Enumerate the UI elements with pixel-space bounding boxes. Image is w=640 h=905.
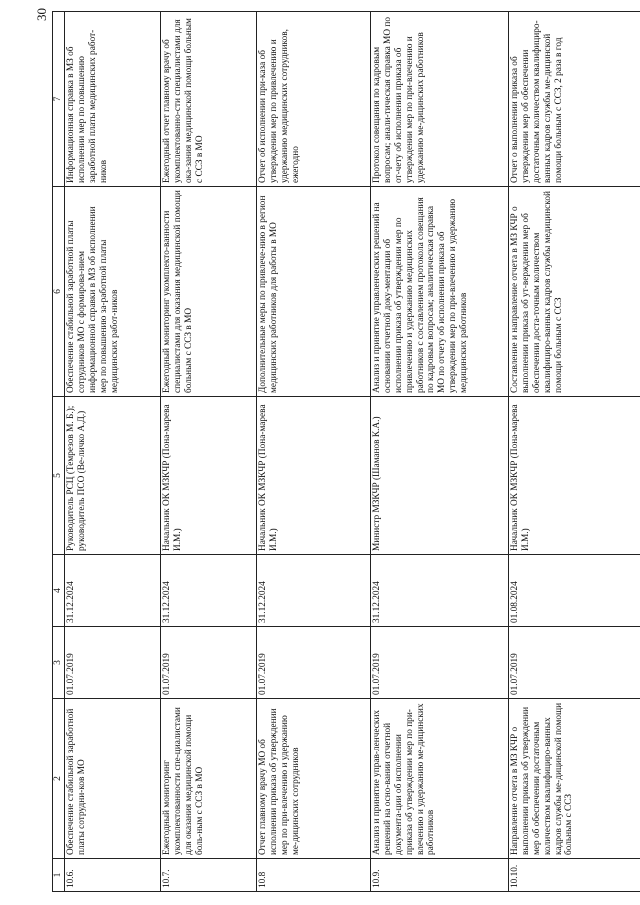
start-date: 01.07.2019 [257,627,371,699]
table-row [65,12,161,892]
description: Составление и направление отчета в МЗ КЧР о выполнении приказа об ут-верждении мер об обеспечении доста-точным количеством квалифициро-ванных кадров службы медицинской помощи больным с ССЗ [509,187,640,397]
row-number: 10.9. [371,859,509,892]
header-row [53,12,65,892]
responsible: Начальник ОК МЗКЧР (Пона-марева И.М.) [257,397,371,555]
measure-name: Отчет главному врачу МО об исполнении приказа об утверждении мер по при-влечению и удержанию ме-дицинских сотрудников [257,699,371,859]
start-date: 01.07.2019 [65,627,161,699]
end-date: 01.08.2024 [509,555,640,627]
table-row [161,12,257,892]
header-col-6: 6 [53,187,65,397]
start-date: 01.07.2019 [509,627,640,699]
result: Информационная справка в МЗ об исполнении мер по повышению заработной платы медицинских работ-ников [65,12,161,187]
table-row [371,12,509,892]
result: Протокол совещания по кадровым вопросам; анали-тическая справка МО по от-чету об исполнении приказа об утверждении мер по при-влечению и удержанию ме-дицинских работников [371,12,509,187]
header-col-1: 1 [53,859,65,892]
header-col-5: 5 [53,397,65,555]
row-number: 10.6. [65,859,161,892]
table-row [509,12,640,892]
row-number: 10.10. [509,859,640,892]
end-date: 31.12.2024 [371,555,509,627]
measure-name: Направление отчета в МЗ КЧР о выполнении приказа об утверждении мер об обеспечении достаточным количеством квалифициро-ванных кадров службы ме-дицинской помощи больным с ССЗ [509,699,640,859]
end-date: 31.12.2024 [161,555,257,627]
responsible: Начальник ОК МЗКЧР (Пона-марева И.М.) [509,397,640,555]
start-date: 01.07.2019 [371,627,509,699]
header-col-3: 3 [53,627,65,699]
description: Обеспечение стабильной заработной платы сотрудников МО с формирова-нием информационной справки в МЗ об исполнении мер по повышению за-работной платы медицинских работ-ников [65,187,161,397]
description: Дополнительные меры по привлече-нию в регион медицинских работников для работы в МО [257,187,371,397]
measure-name: Анализ и принятие управ-ленческих решений на осно-вании отчетной документа-ции об исполнении приказа об утверждении мер по при-влечению и удержанию ме-дицинских работников [371,699,509,859]
header-col-2: 2 [53,699,65,859]
row-number: 10.7. [161,859,257,892]
description: Анализ и принятие управленческих решений на основании отчетной доку-ментации об исполнении приказа об утверждении мер по привлечению и удержанию медицинских работников с составлением протокола совещания по кадровым вопросам; аналитическая справка МО по отчету об исполнении приказа об утверждении мер по при-влечению и удержанию медицинских работников [371,187,509,397]
responsible: Руководитель РСЦ (Темрезов М. Б.); руководитель ПСО (Ве-личко А.Д.) [65,397,161,555]
measure-name: Ежегодный мониторинг укомплектованности спе-циалистами для оказания медицинской помощи боль-ным с ССЗ в МО [161,699,257,859]
result: Ежегодный отчет главному врачу об укомплектованно-сти специалистами для ока-зания медицинской помощи больным с ССЗ в МО [161,12,257,187]
header-col-4: 4 [53,555,65,627]
action-plan-table [52,11,640,892]
row-number: 10.8 [257,859,371,892]
header-col-7: 7 [53,12,65,187]
measure-name: Обеспечение стабильной заработной платы сотрудни-ков МО [65,699,161,859]
result: Отчет о выполнении приказа об утверждении мер об обеспечении достаточным количеством квалифициро-ванных кадров службы ме-дицинской помощи больным с ССЗ, 2 раза в год [509,12,640,187]
start-date: 01.07.2019 [161,627,257,699]
end-date: 31.12.2024 [257,555,371,627]
end-date: 31.12.2024 [65,555,161,627]
responsible: Начальник ОК МЗКЧР (Пона-марева И.М.) [161,397,257,555]
page-number: 30 [34,8,49,21]
description: Ежегодный мониторинг укомплекто-ванности специалистами для оказания медицинской помощи больным с ССЗ в МО [161,187,257,397]
result: Отчет об исполнении при-каза об утверждении мер по привлечению и удержанию медицинских сотрудников, ежегодно [257,12,371,187]
table-row [257,12,371,892]
responsible: Министр МЗКЧР (Шаманов К.А.) [371,397,509,555]
